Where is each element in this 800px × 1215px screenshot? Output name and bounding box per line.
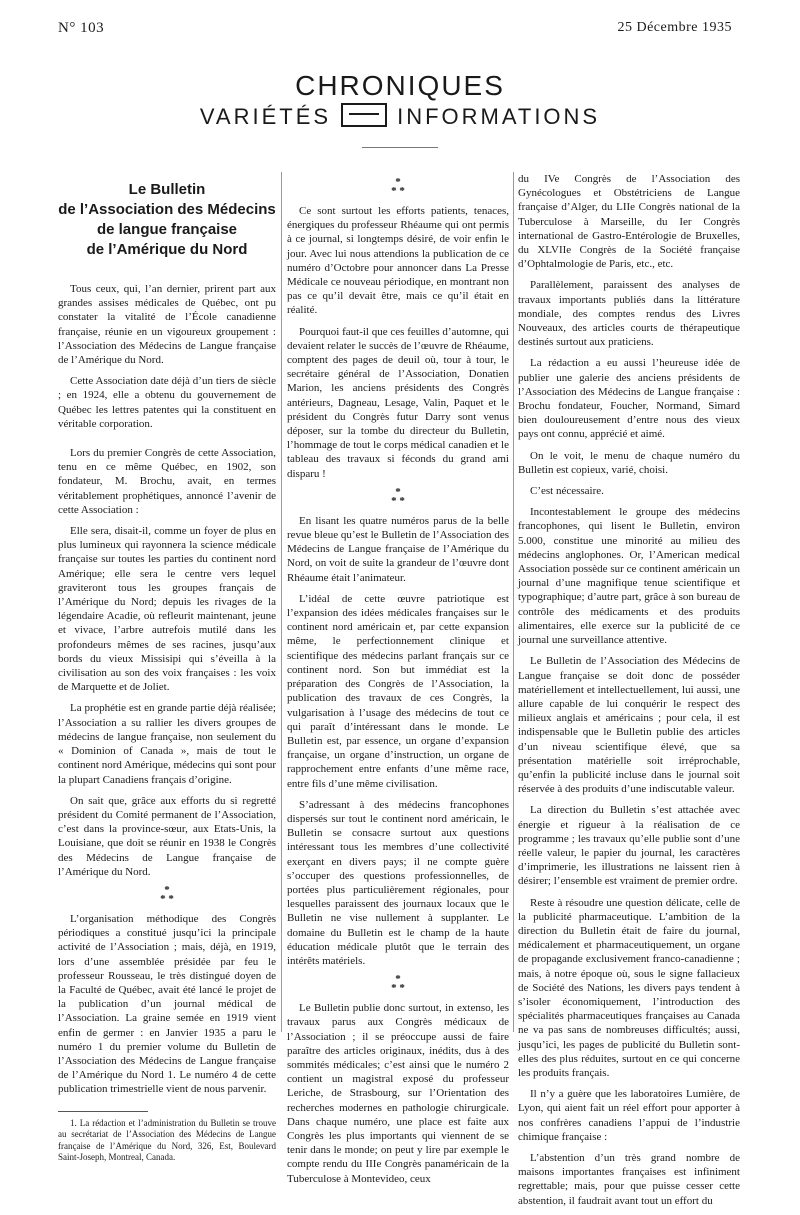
paragraph: En lisant les quatre numéros parus de la belle revue bleue qu’est le Bulletin de l’Association des Médecins de Langue française de l’Amérique du Nord, on voit de suite la grandeur de l’œuvre dont Rhéaume était l’animateur. [287,514,509,584]
section-separator: * * * [391,973,405,995]
masthead-informations: INFORMATIONS [397,104,601,129]
footnote-rule [58,1111,148,1112]
footnote: 1. La rédaction et l’administration du Bulletin se trouve au secrétariat de l’Association des Médecins de Langue française de l’Amérique du Nord, 326, Est, Boulevard Saint-Joseph, Montreal, Canada. [58,1117,276,1163]
article-title-line: Le Bulletin [128,181,206,198]
column-divider-2 [513,172,514,1032]
column-1 [58,172,276,1164]
article-title-line: de l’Association des Médecins [58,201,276,218]
column-3 [518,172,740,1215]
column-divider-1 [281,172,282,1032]
paragraph: L’abstention d’un très grand nombre de maisons importantes françaises est infiniment regrettable; mais, pour que puisse cesser cette abstention, il faudrait avant tout un effort du [518,1152,740,1207]
paragraph: Ce sont surtout les efforts patients, tenaces, énergiques du professeur Rhéaume qui ont permis à ce journal, si longtemps désiré, de voir enfin le jour. Avec lui nous attendions la publication de ce numéro d’Octobre pour annoncer dans La Presse Médicale ce nouveau périodique, en montrant non pas ce qu’il devait être, mais ce qu’il était en réalité. [287,205,509,317]
paragraph: L’organisation méthodique des Congrès périodiques a constitué jusqu’ici la principale activité de l’Association ; mais, déjà, en 1919, lors d’une assemblée présidée par feu le professeur Rousseau, le très distingué doyen de la Faculté de Québec, avait été lancé le projet de la publication d’un journal médical de l’Association. La graine semée en 1919 vient enfin de germer : en Janvier 1935 a paru le numéro 1 du premier volume du Bulletin de l’Association des Médecins de Langue française de l’Amérique du Nord 1. Le numéro 4 de cette publication trimestrielle vient de nous parvenir. [58,912,276,1096]
section-separator: * * * [160,883,174,905]
paragraph: On le voit, le menu de chaque numéro du Bulletin est copieux, varié, choisi. [518,449,740,476]
paragraph: Le Bulletin de l’Association des Médecins de Langue française se doit donc de posséder matériellement et intellectuellement, lui aussi, une allure capable de lui conquérir le respect des milieux anglais et américains ; pour cela, il est indispensable que le Bulletin publie des articles d’un niveau scientifique élevé, que sa présentation matérielle soit irréprochable, qu’enfin la publicité incluse dans le journal soit réservée à des produits d’une indiscutable valeur. [518,655,740,796]
paragraph: Le Bulletin publie donc surtout, in extenso, les travaux parus aux Congrès médicaux de l’Association ; il se préoccupe aussi de faire paraître des articles originaux, inédits, dus à des sommités médicales; c’est ainsi que le numéro 2 contient un magistral exposé du professeur Leriche, de Strasbourg, sur l’Orientation des recherches modernes en pathologie chirurgicale. Dans chaque numéro, une place est faite aux Congrès les plus importants qui viennent de se tenir dans le monde; on peut y lire par exemple le compte rendu du IIIe Congrès panaméricain de la Tuberculose à Montevideo, ceux [287,1002,509,1185]
paragraph: La prophétie est en grande partie déjà réalisée; l’Association a su rallier les divers groupes de médecins de langue française, non seulement du « Dominion of Canada », mais de tout le continent nord Amérique, médecins qui sont pour la plupart Canadiens français d’origine. [58,702,276,786]
section-separator: * * * [391,485,405,507]
paragraph: Il n’y a guère que les laboratoires Lumière, de Lyon, qui aient fait un réel effort pour apporter à nos confrères canadiens l’appui de l’industrie chimique française : [518,1088,740,1143]
paragraph: C’est nécessaire. [530,485,604,498]
masthead-title: CHRONIQUES [295,70,505,101]
issue-date: 25 Décembre 1935 [617,20,732,35]
article-title [58,180,276,260]
paragraph: Tous ceux, qui, l’an dernier, prirent part aux grandes assises médicales de Québec, ont pu constater la vitalité de l’École canadienne française, réunie en un vigoureux groupement : l’Association des Médecins de Langue française de l’Amérique du Nord. [58,283,276,367]
paragraph: On sait que, grâce aux efforts du si regretté président du Comité permanent de l’Association, c’est dans la province-sœur, aux Etats-Unis, la Louisiane, que doit se réunir en 1938 le Congrès des Médecins de Langue française de l’Amérique du Nord. [58,794,276,878]
masthead-rule [362,147,438,148]
paragraph: Pourquoi faut-il que ces feuilles d’automne, qui devaient relater le succès de l’œuvre de Rhéaume, comptent des pages de deuil où, tour à tour, le secrétaire général de l’Association, Donatien Marion, les anciens présidents des Congrès antérieurs, Dagneau, Lesage, Valin, Paquet et le président du Congrès futur Darry sont venus déposer, sur la tombe du directeur du Bulletin, l’hommage de tout le corps médical canadien et le tableau des travaux si féconds du grand ami disparu ! [287,325,509,480]
article-title-line: de l’Amérique du Nord [86,241,248,258]
column-2 [287,172,509,1193]
paragraph: La direction du Bulletin s’est attachée avec énergie et rigueur à la réalisation de ce programme ; les travaux qu’elle publie sont d’une réelle valeur, le papier du journal, les caractères d’imprimerie, les illustrations ne laissent rien à désirer; l’ensemble est vraiment de premier ordre. [518,804,740,888]
paragraph: L’idéal de cette œuvre patriotique est l’expansion des idées médicales françaises sur le continent nord américain et, par cette expansion même, le perfectionnement clinique et scientifique des médecins parlant français sur ce continent nord. Son but immédiat est la préparation des Congrès de l’Association, la publication des travaux de ces Congrès, la vulgarisation à l’usage des médecins de tout ce qui paraît d’intéressant dans le monde. Le Bulletin est, par essence, un organe d’expansion française, un organe d’instruction, un organe de rapprochement entre enfants d’une même race, entre fils d’une même civilisation. [287,592,509,790]
paragraph: du IVe Congrès de l’Association des Gynécologues et Obstétriciens de Langue française d’Alger, du LIIe Congrès national de la Tuberculose à Marseille, du Ier Congrès international de Gastro-Entérologie de Bruxelles, du XLVIIe Congrès de la Société française d’Ophtalmologie de Paris, etc., etc. [518,173,740,271]
paragraph: Reste à résoudre une question délicate, celle de la publicité pharmaceutique. L’ambition de la direction du Bulletin était de faire du journal, médicalement et pharmaceutiquement, un organe de propagande exclusivement franco-canadienne ; mais, à notre époque où, sous le signe fallacieux de Société des Nations, les divers pays tendent à s’isoler économiquement, l’introduction des spécialités pharmaceutiques françaises au Canada ne va pas sans de nombreuses difficultés; aussi, jusqu’ici, les pages de publicité du Bulletin sont-elles des plus réduites, surtout en ce qui concerne les produits français. [518,896,740,1079]
paragraph: Lors du premier Congrès de cette Association, tenu en ce même Québec, en 1902, son fondateur, M. Brochu, avait, en termes véritablement prophétiques, annoncé l’avenir de cette Association : [58,447,276,516]
masthead-varietes: VARIÉTÉS [199,104,332,129]
paragraph: Parallèlement, paraissent des analyses de travaux importants publiés dans la littérature mondiale, des comptes rendus des Livres Nouveaux, des articles courts de thérapeutique destinés surtout aux praticiens. [518,279,740,349]
section-separator: * * * [391,176,405,197]
paragraph: S’adressant à des médecins francophones dispersés sur tout le continent nord américain, le Bulletin se consacre surtout aux questions intéressant tous les membres d’une collectivité exerçant en divers pays; il ne compte guère s’occuper des questions professionnelles, de portées plus particulièrement régionales, pour lesquelles paraissent des journaux locaux que le Bulletin ne vise nullement à supplanter. Le domaine du Bulletin est le champ de la haute éducation médicale plutôt que le terrain des intérêts matériels. [287,798,509,967]
issue-number: N° 103 [58,20,105,36]
paragraph: Elle sera, disait-il, comme un foyer de plus en plus lumineux qui rayonnera la science médicale française sur toutes les parties du continent nord Amérique; elle sera le centre vers lequel graviteront tous les groupes français de l’Amérique du Nord; depuis les rivages de la légendaire Acadie, où refleurit maintenant, jeune et vivace, l’arbre autrefois mutilé dans les profondeurs mêmes de ses racines, jusqu’aux bords du vieux Missisipi qui s’éveilla à la civilisation au son des voix françaises : les voix de Marquette et de Joliet. [58,525,276,694]
paragraph: Incontestablement le groupe des médecins francophones, qui lisent le Bulletin, environ 5.000, constitue une minorité au milieu des médecins anglophones. Or, l’American medical Association possède sur ce continent américain un journal d’une magnifique tenue scientifique et typographique; d’autre part, grâce à son bureau de contrôle des médicaments et des produits alimentaires, elle exerce sur la publicité de ce journal une surveillance attentive. [518,506,740,647]
masthead-subtitle [0,103,800,130]
paragraph: La rédaction a eu aussi l’heureuse idée de publier une galerie des anciens présidents de l’Association des Médecins de Langue française : Brochu fondateur, Foucher, Normand, Simard bien douloureusement d’entre nous des vieux pays ont connu, apprécié et aimé. [518,357,740,441]
article-title-line: de langue française [96,221,238,238]
ornamental-cartouche-icon [341,103,387,127]
paragraph: Cette Association date déjà d’un tiers de siècle ; en 1924, elle a obtenu du gouvernement de Québec les lettres patentes qui la constituent en véritable corporation. [58,375,276,430]
